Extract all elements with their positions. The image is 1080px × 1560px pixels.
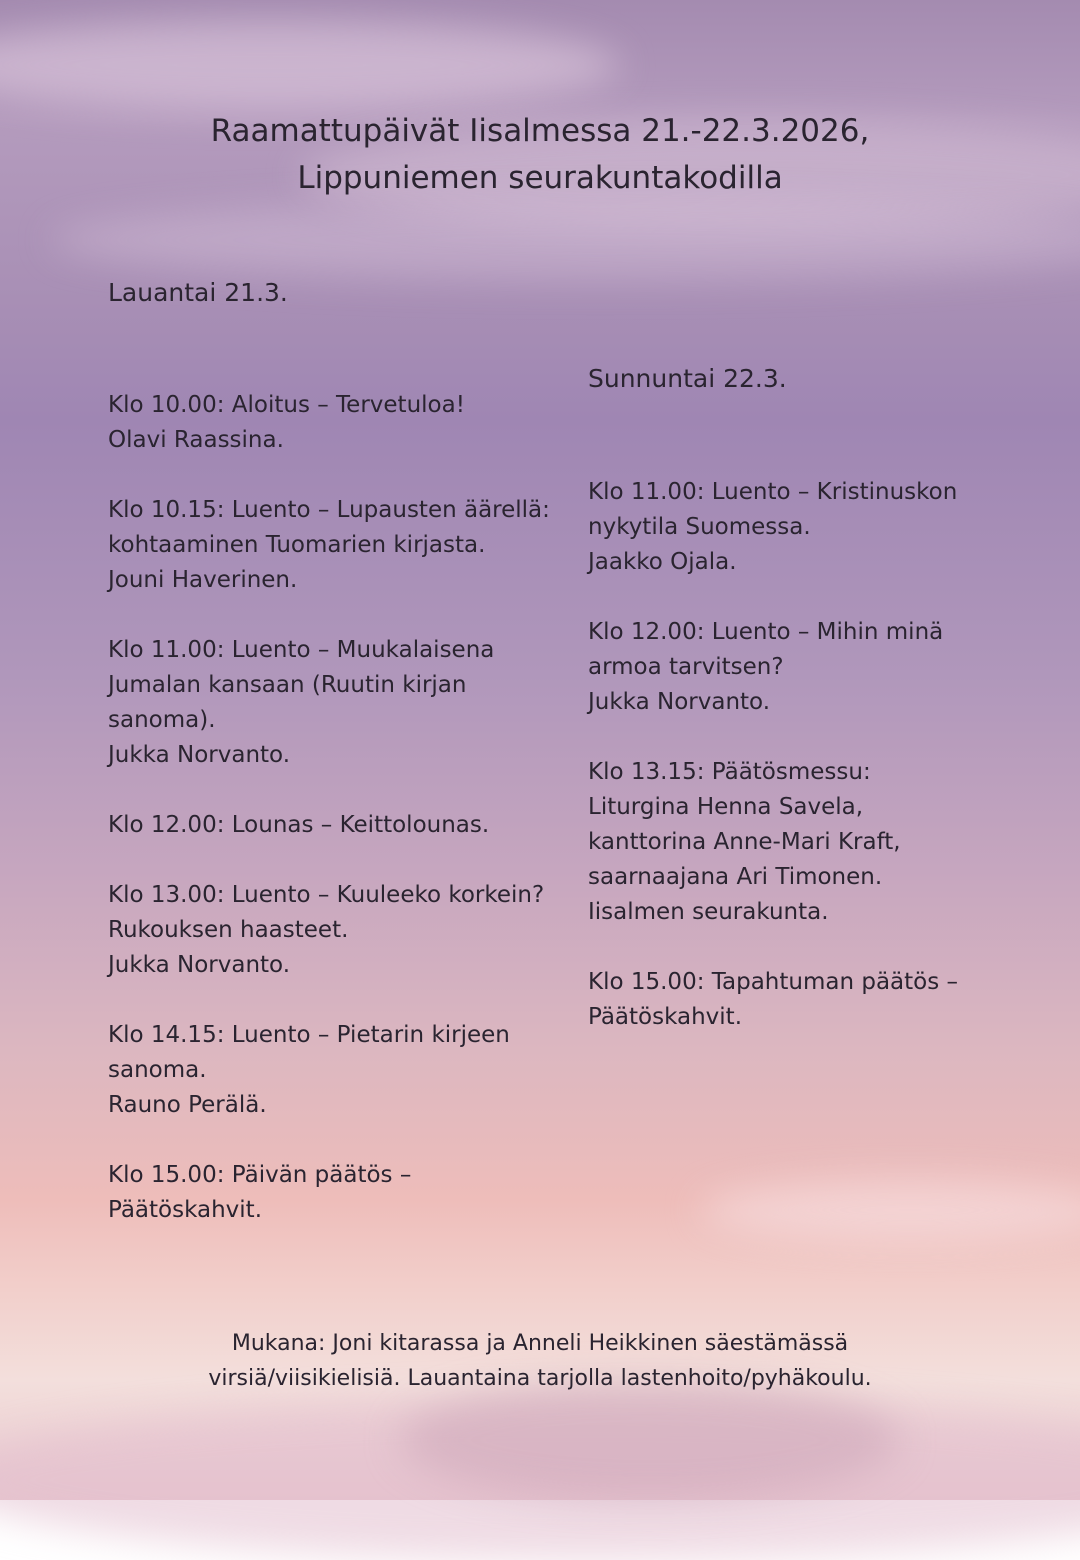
schedule-item-text: Klo 13.00: Luento – Kuuleeko korkein? Rukouksen haasteet. — [108, 882, 545, 943]
schedule-item-speaker: Iisalmen seurakunta. — [588, 899, 829, 925]
schedule-item-text: Klo 14.15: Luento – Pietarin kirjeen sanoma. — [108, 1022, 510, 1083]
schedule-item-speaker: Jukka Norvanto. — [108, 742, 291, 768]
schedule-item-speaker: Rauno Perälä. — [108, 1092, 267, 1118]
schedule-item-text: Klo 15.00: Päivän päätös – Päätöskahvit. — [108, 1162, 412, 1223]
saturday-heading: Lauantai 21.3. — [108, 278, 288, 307]
schedule-item — [588, 475, 978, 580]
schedule-item-speaker: Jukka Norvanto. — [588, 689, 771, 715]
sunday-heading: Sunnuntai 22.3. — [588, 364, 787, 393]
poster-title — [0, 108, 1080, 202]
schedule-item-text: Klo 10.15: Luento – Lupausten äärellä: kohtaaminen Tuomarien kirjasta. — [108, 497, 550, 558]
schedule-item — [108, 1158, 558, 1228]
schedule-item-text: Klo 11.00: Luento – Muukalaisena Jumalan kansaan (Ruutin kirjan sanoma). — [108, 637, 495, 733]
footer-line-2: virsiä/viisikielisiä. Lauantaina tarjolla lastenhoito/pyhäkoulu. — [208, 1366, 872, 1391]
schedule-item-text: Klo 12.00: Lounas – Keittolounas. — [108, 812, 490, 838]
title-line-1: Raamattupäivät Iisalmessa 21.-22.3.2026, — [210, 113, 870, 149]
schedule-item — [108, 1018, 558, 1123]
schedule-item — [588, 965, 978, 1035]
sunday-schedule — [588, 475, 978, 1070]
schedule-item — [108, 878, 558, 983]
schedule-item-text: Klo 11.00: Luento – Kristinuskon nykytila Suomessa. — [588, 479, 958, 540]
schedule-item-speaker: Olavi Raassina. — [108, 427, 284, 453]
schedule-item-text: Klo 12.00: Luento – Mihin minä armoa tarvitsen? — [588, 619, 944, 680]
schedule-item-text: Klo 13.15: Päätösmessu: Liturgina Henna Savela, kanttorina Anne-Mari Kraft, saarnaajana Ari Timonen. — [588, 759, 901, 890]
saturday-schedule — [108, 388, 558, 1263]
schedule-item-text: Klo 10.00: Aloitus – Tervetuloa! — [108, 392, 465, 418]
schedule-item-speaker: Jaakko Ojala. — [588, 549, 737, 575]
schedule-item-speaker: Jouni Haverinen. — [108, 567, 298, 593]
title-line-2: Lippuniemen seurakuntakodilla — [297, 160, 783, 196]
schedule-item — [108, 493, 558, 598]
footer-line-1: Mukana: Joni kitarassa ja Anneli Heikkinen säestämässä — [231, 1331, 849, 1356]
schedule-item — [588, 615, 978, 720]
schedule-item-text: Klo 15.00: Tapahtuman päätös – Päätöskahvit. — [588, 969, 959, 1030]
schedule-item — [588, 755, 978, 930]
schedule-item-speaker: Jukka Norvanto. — [108, 952, 291, 978]
footer-note — [0, 1326, 1080, 1396]
schedule-item — [108, 388, 558, 458]
schedule-item — [108, 808, 558, 843]
schedule-item — [108, 633, 558, 773]
